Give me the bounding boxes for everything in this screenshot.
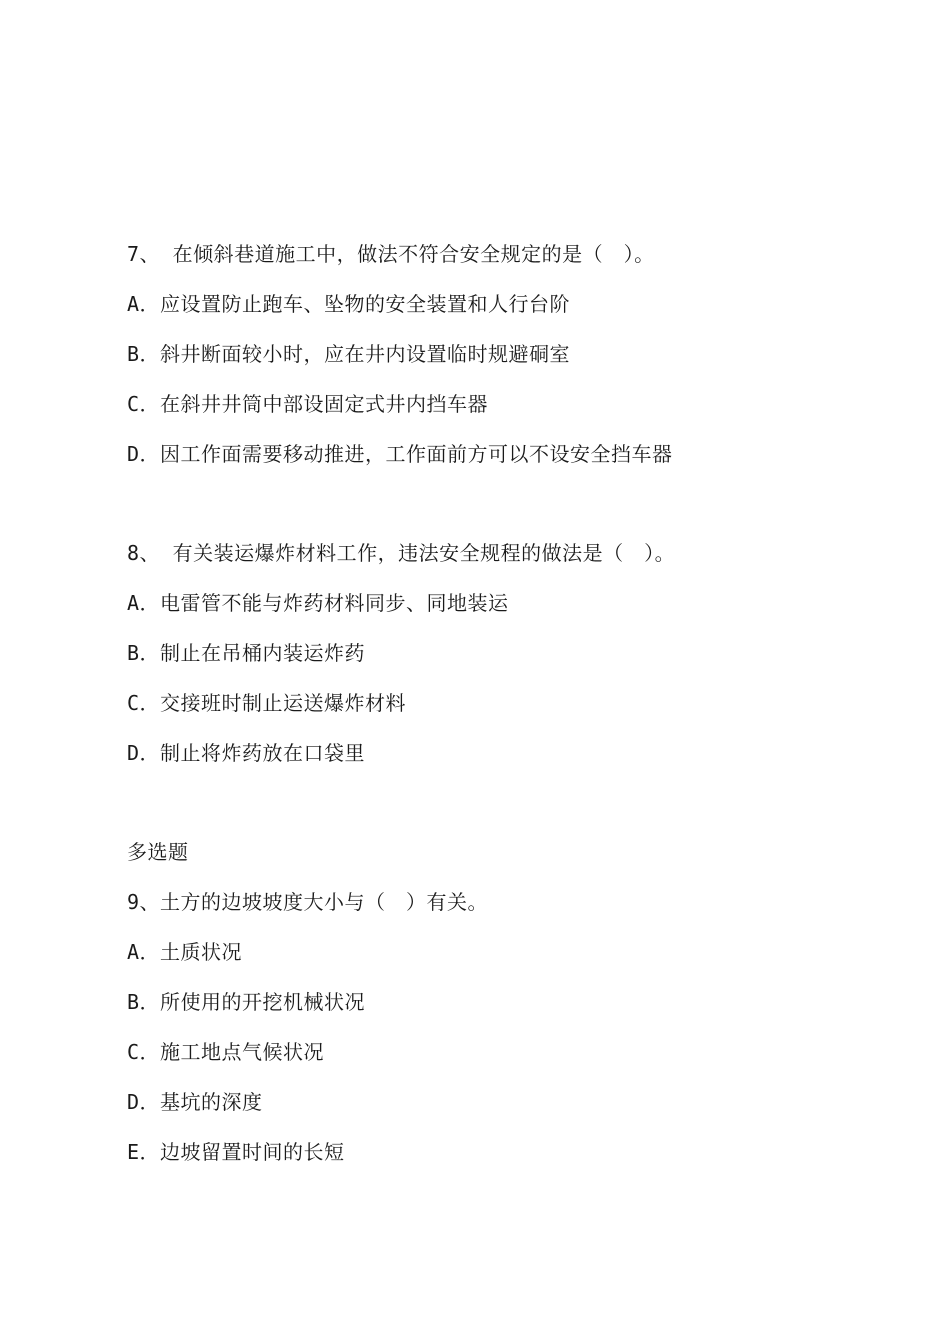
question-7-option-c: C．在斜井井筒中部设固定式井内挡车器 <box>127 392 489 416</box>
question-9-stem: 9、土方的边坡坡度大小与（ ）有关。 <box>127 890 489 914</box>
question-8-option-c: C．交接班时制止运送爆炸材料 <box>127 691 407 715</box>
question-7-option-a: A．应设置防止跑车、坠物的安全装置和人行台阶 <box>127 292 571 316</box>
question-9-option-c: C．施工地点气候状况 <box>127 1040 325 1064</box>
question-7-option-d: D．因工作面需要移动推进，工作面前方可以不设安全挡车器 <box>127 442 673 466</box>
question-8-stem: 8、 有关装运爆炸材料工作，违法安全规程的做法是（ ）。 <box>127 541 676 565</box>
question-9-option-a: A．土质状况 <box>127 940 243 964</box>
question-8-option-d: D．制止将炸药放在口袋里 <box>127 741 366 765</box>
question-9-option-d: D．基坑的深度 <box>127 1090 263 1114</box>
question-7-option-b: B．斜井断面较小时，应在井内设置临时规避硐室 <box>127 342 571 366</box>
question-9-option-b: B．所使用的开挖机械状况 <box>127 990 366 1014</box>
question-9-option-e: E．边坡留置时间的长短 <box>127 1140 345 1164</box>
question-8-option-a: A．电雷管不能与炸药材料同步、同地装运 <box>127 591 509 615</box>
question-8-option-b: B．制止在吊桶内装运炸药 <box>127 641 366 665</box>
question-7-stem: 7、 在倾斜巷道施工中，做法不符合安全规定的是（ ）。 <box>127 242 655 266</box>
section-heading-multiple-choice: 多选题 <box>127 840 189 864</box>
